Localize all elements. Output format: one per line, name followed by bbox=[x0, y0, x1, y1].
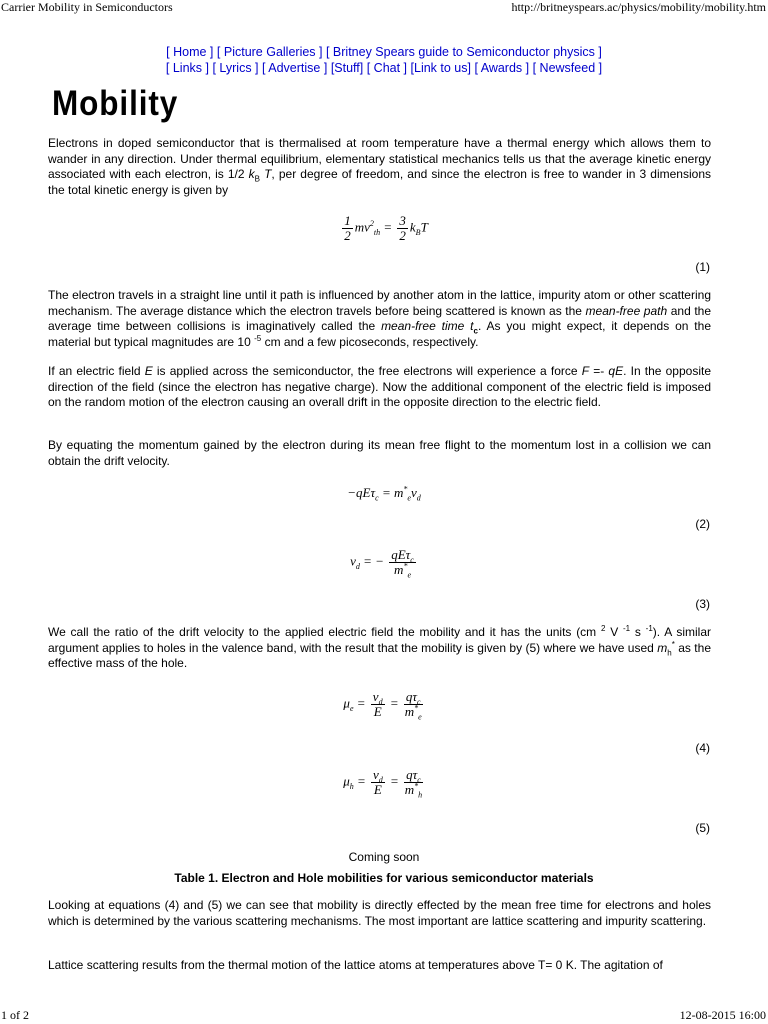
nav-link-awards[interactable]: [ Awards ] bbox=[474, 61, 530, 75]
table-caption: Table 1. Electron and Hole mobilities for various semiconductor materials bbox=[174, 871, 594, 885]
page-counter: 1 of 2 bbox=[1, 1008, 29, 1022]
equation-2: $-qE\tau_c = m^*_ev_d$ bbox=[347, 484, 421, 503]
paragraph-electric-field: If an electric field E is applied across the semiconductor, the free electrons will experience a force F =- qE. In the opposite direction of the field (since the electron has negative charge). Now the additional component of the electric field is imposed on the random motion of the electron causing an overall drift in the opposite direction to the electric field. bbox=[48, 364, 711, 409]
document-url: http://britneyspears.ac/physics/mobility/mobility.htm bbox=[511, 0, 766, 14]
nav-link-lyrics[interactable]: [ Lyrics ] bbox=[212, 61, 259, 75]
equation-number-1: (1) bbox=[695, 260, 710, 274]
nav-link-newsfeed[interactable]: [ Newsfeed ] bbox=[532, 61, 603, 75]
print-footer bbox=[0, 1008, 768, 1024]
paragraph-scattering-mechanisms: Looking at equations (4) and (5) we can see that mobility is directly effected by the mean free time for electrons and holes which is determined by the various scattering mechanisms. The most important are lattice scattering and impurity scattering. bbox=[48, 898, 711, 928]
paragraph-thermal-energy: Electrons in doped semiconductor that is thermalised at room temperature have a thermal energy which allows them to wander in any direction. Under thermal equilibrium, elementary statistical mechanics tells us that the average kinetic energy associated with each electron, is 1/2 $k_B$ T, per degree of freedom, and since the electron is free to wander in 3 dimensions the total kinetic energy is given by bbox=[48, 136, 711, 197]
nav-link-home[interactable]: [ Home ] bbox=[166, 45, 214, 59]
nav-link-link-to-us[interactable]: [Link to us] bbox=[410, 61, 471, 75]
paragraph-drift-velocity: By equating the momentum gained by the electron during its mean free flight to the momentum lost in a collision we can obtain the drift velocity. bbox=[48, 438, 711, 468]
nav-link-stuff[interactable]: [Stuff] bbox=[330, 61, 364, 75]
site-navigation bbox=[0, 44, 768, 76]
equation-1: $\frac{1}{2}$ $mv^2_{th}$ = $\frac{3}{2}$ $k_BT$ bbox=[344, 213, 428, 243]
equation-number-3: (3) bbox=[695, 597, 710, 611]
paragraph-lattice-scattering: Lattice scattering results from the thermal motion of the lattice atoms at temperatures above T= 0 K. The agitation of bbox=[48, 958, 663, 972]
print-header bbox=[0, 0, 768, 16]
nav-link-picture-galleries[interactable]: [ Picture Galleries ] bbox=[216, 45, 323, 59]
print-datetime: 12-08-2015 16:00 bbox=[679, 1008, 766, 1022]
equation-number-4: (4) bbox=[695, 741, 710, 755]
equation-3: $v_d$ = − $\frac{qE\tau_c}{m^*_e}$ bbox=[350, 547, 414, 580]
nav-link-chat[interactable]: [ Chat ] bbox=[366, 61, 408, 75]
equation-4: $\mu_e$ = $\frac{v_d}{E}$ = $\frac{q\tau_c}{m^*_e}$ bbox=[343, 689, 422, 722]
nav-link-advertise[interactable]: [ Advertise ] bbox=[262, 61, 328, 75]
equation-number-2: (2) bbox=[695, 517, 710, 531]
coming-soon-placeholder: Coming soon bbox=[348, 850, 420, 864]
equation-5: $\mu_h$ = $\frac{v_d}{E}$ = $\frac{q\tau_c}{m^*_h}$ bbox=[343, 767, 423, 800]
document-title: Carrier Mobility in Semiconductors bbox=[1, 0, 173, 14]
nav-row-2 bbox=[0, 60, 768, 76]
paragraph-mean-free-path: The electron travels in a straight line until it path is influenced by another atom in the lattice, impurity atom or other scattering mechanism. The average distance which the electron travels before being scattered is known as the mean-free path and the average time between collisions is imaginatively called the mean-free time $t_c$. As you might expect, it depends on the material but typical magnitudes are 10 $^{-5}$ cm and a few picoseconds, respectively. bbox=[48, 288, 712, 349]
equation-number-5: (5) bbox=[695, 821, 710, 835]
paragraph-mobility-units: We call the ratio of the drift velocity to the applied electric field the mobility and it has the units (cm $^2$ V $^{-1}$ s $^{-1}$). A similar argument applies to holes in the valence band, with the result that the mobility is given by (5) where we have used $m_h^*$ as the effective mass of the hole. bbox=[48, 624, 712, 670]
page-title: Mobility bbox=[52, 84, 179, 123]
nav-link-links[interactable]: [ Links ] bbox=[165, 61, 209, 75]
nav-row-1 bbox=[0, 44, 768, 60]
nav-link-semiconductor-guide[interactable]: [ Britney Spears guide to Semiconductor physics ] bbox=[325, 45, 602, 59]
